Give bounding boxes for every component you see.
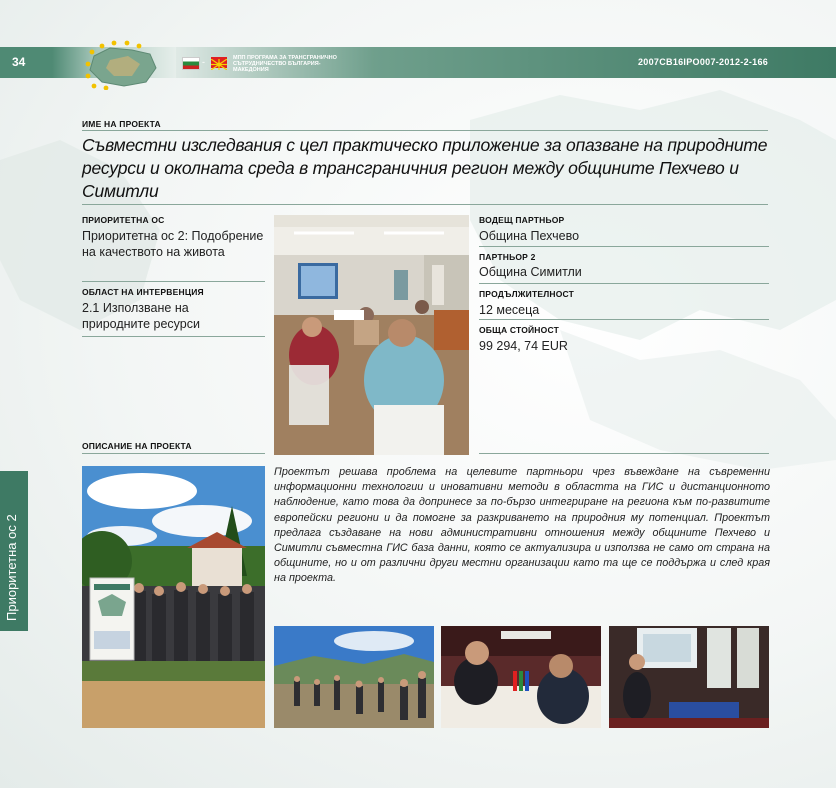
intervention-area-label: ОБЛАСТ НА ИНТЕРВЕНЦИЯ — [82, 287, 204, 297]
field-photo — [274, 626, 434, 728]
total-value: 99 294, 74 EUR — [479, 339, 568, 353]
page-number: 34 — [12, 55, 26, 69]
group-photo — [82, 466, 265, 728]
duration-label: ПРОДЪЛЖИТЕЛНОСТ — [479, 289, 575, 299]
project-description: Проектът решава проблема на целевите партньори чрез въвеждане на съвременни информационни технологии и иновативни методи в областта на ГИС и дистанционното наблюдение, като това да допринесе за по-бързо интегриране на региона към по-развитите европейски региони и да помогне за разкриването на природния му потенциал. Проектът предлага създаване на нови административни отношения между общините Пехчево и Симитли съвместна ГИС база данни, която се актуализира и използва не само от страна на общините, но и от различни други местни организации като та ще се поддържа и след края на проекта. — [274, 466, 770, 585]
presentation-photo — [609, 626, 769, 728]
lead-partner-value: Община Пехчево — [479, 229, 580, 243]
divider — [82, 336, 265, 337]
program-logo — [80, 38, 160, 90]
description-label: ОПИСАНИЕ НА ПРОЕКТА — [82, 441, 192, 451]
macedonia-flag-icon — [211, 57, 227, 68]
partner2-label: ПАРТНЬОР 2 — [479, 252, 536, 262]
intervention-area-value: 2.1 Използване на природните ресурси — [82, 301, 200, 331]
divider — [82, 453, 265, 454]
total-value-label: ОБЩА СТОЙНОСТ — [479, 325, 559, 335]
divider — [479, 319, 769, 320]
project-code: 2007CB16IPO007-2012-2-166 — [638, 57, 769, 67]
divider — [479, 283, 769, 284]
divider — [479, 453, 769, 454]
divider — [479, 246, 769, 247]
duration-value: 12 месеца — [479, 303, 540, 317]
lead-partner-label: ВОДЕЩ ПАРТНЬОР — [479, 215, 565, 225]
meeting-photo — [441, 626, 601, 728]
program-name: МПП ПРОГРАМА ЗА ТРАНСГРАНИЧНО СЪТРУДНИЧЕСТВО БЪЛГАРИЯ-МАКЕДОНИЯ — [233, 55, 337, 73]
project-name-label: ИМЕ НА ПРОЕКТА — [82, 119, 161, 129]
divider — [82, 130, 768, 131]
priority-axis-label: ПРИОРИТЕТНА ОС — [82, 215, 165, 225]
priority-axis-value: Приоритетна ос 2: Подобрение на качеството на живота — [82, 229, 264, 259]
divider — [82, 204, 768, 205]
bulgaria-flag-icon — [182, 57, 200, 70]
flag-separator: - — [202, 57, 205, 67]
divider — [82, 281, 265, 282]
side-tab-label: Приоритетна ос 2 — [4, 514, 19, 621]
priority-axis-side-tab — [0, 471, 28, 631]
project-title: Съвместни изследвания с цел практическо приложение за опазване на природните ресурси и околната среда в трансграничния регион между общините Пехчево и Симитли — [82, 135, 768, 201]
partner2-value: Община Симитли — [479, 265, 582, 279]
seminar-photo — [274, 215, 469, 455]
